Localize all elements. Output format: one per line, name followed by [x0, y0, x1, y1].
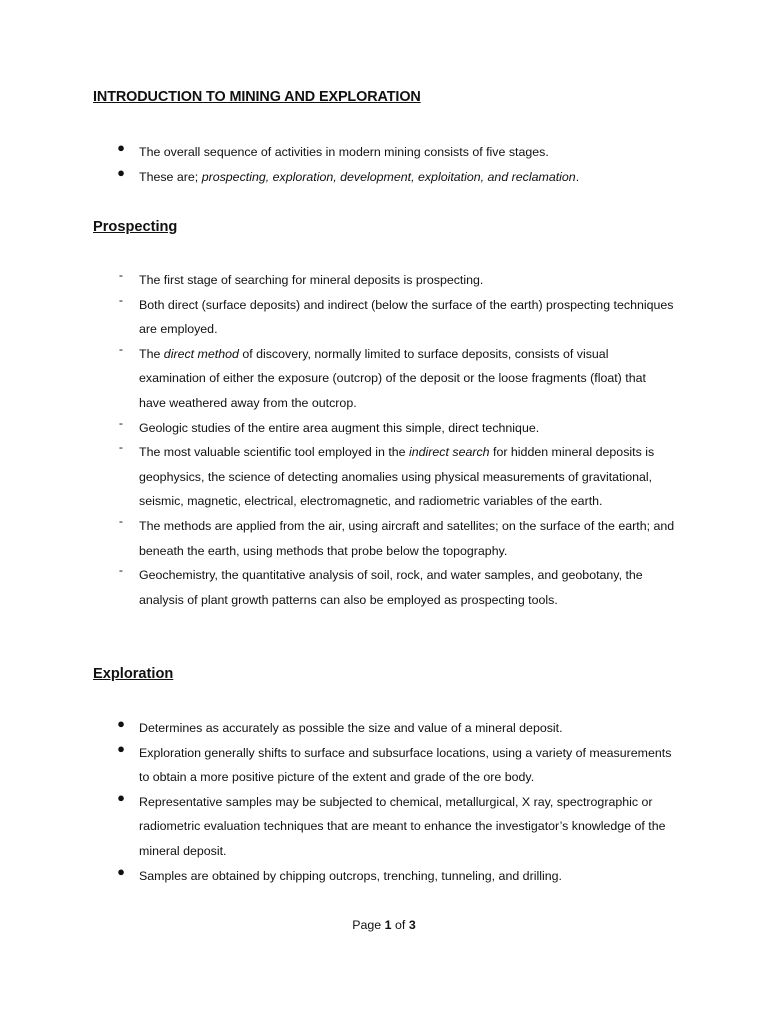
- bullet-icon: ●: [117, 863, 125, 879]
- bullet-icon: ●: [117, 740, 125, 756]
- dash-marker: -: [118, 292, 124, 307]
- list-item: [0, 864, 768, 889]
- dash-marker: -: [118, 268, 124, 282]
- bullet-icon: ●: [117, 716, 125, 731]
- bullet-icon: ●: [117, 789, 125, 805]
- list-item: [0, 741, 768, 790]
- list-item-text: Geologic studies of the entire area augment this simple, direct technique.: [139, 420, 540, 435]
- footer-current-page: 1: [384, 918, 392, 932]
- page-footer: [0, 918, 768, 932]
- intro-list: [0, 140, 768, 189]
- list-item-text: The direct method of discovery, normally limited to surface deposits, consists of visual examination of either the exposure (outcrop) of the deposit or the loose fragments (float) that have weathered away from the outcrop.: [139, 346, 646, 410]
- list-item-text: Exploration generally shifts to surface and subsurface locations, using a variety of measurements to obtain a more positive picture of the extent and grade of the ore body.: [139, 745, 672, 785]
- list-item-text: The methods are applied from the air, using aircraft and satellites; on the surface of the earth; and beneath the earth, using methods that probe below the topography.: [139, 518, 675, 558]
- footer-page-word: Page: [352, 918, 382, 932]
- list-item: [0, 268, 768, 293]
- list-item: [0, 416, 768, 441]
- document-title: INTRODUCTION TO MINING AND EXPLORATION: [93, 89, 421, 105]
- list-item-text: Samples are obtained by chipping outcrops, trenching, tunneling, and drilling.: [139, 868, 562, 883]
- list-item-text: These are; prospecting, exploration, development, exploitation, and reclamation.: [139, 169, 580, 184]
- footer-of-word: of: [395, 918, 406, 932]
- dash-marker: -: [118, 341, 124, 356]
- list-item-text: The first stage of searching for mineral deposits is prospecting.: [139, 273, 484, 287]
- list-item-text: Both direct (surface deposits) and indirect (below the surface of the earth) prospecting techniques are employed.: [139, 297, 674, 337]
- list-item: [0, 342, 768, 416]
- exploration-list: [0, 716, 768, 888]
- bullet-icon: ●: [117, 140, 125, 155]
- list-item-text: Determines as accurately as possible the size and value of a mineral deposit.: [139, 721, 563, 735]
- list-item: [0, 563, 768, 612]
- list-item-text: The most valuable scientific tool employed in the indirect search for hidden mineral deposits is geophysics, the science of detecting anomalies using physical measurements of gravitational, seismic, magnetic, electrical, electromagnetic, and radiometric variables of the earth.: [139, 445, 655, 509]
- section-heading-prospecting: Prospecting: [93, 219, 178, 235]
- bullet-icon: ●: [117, 164, 125, 180]
- dash-marker: -: [118, 513, 124, 528]
- list-item: [0, 165, 768, 190]
- dash-marker: -: [118, 415, 124, 430]
- list-item-text: Representative samples may be subjected to chemical, metallurgical, X ray, spectrographic or radiometric evaluation techniques that are meant to enhance the investigator’s knowledge of the mineral deposit.: [139, 794, 666, 858]
- footer-total-pages: 3: [408, 918, 416, 932]
- list-item: [0, 790, 768, 864]
- list-item-text: Geochemistry, the quantitative analysis of soil, rock, and water samples, and geobotany, the analysis of plant growth patterns can also be employed as prospecting tools.: [139, 568, 643, 607]
- section-heading-exploration: Exploration: [93, 666, 174, 682]
- list-item: [0, 716, 768, 741]
- list-item: [0, 293, 768, 342]
- dash-marker: -: [118, 563, 124, 578]
- list-item: [0, 514, 768, 563]
- dash-marker: -: [118, 440, 124, 455]
- list-item-text: The overall sequence of activities in modern mining consists of five stages.: [139, 145, 549, 159]
- prospecting-list: [0, 268, 768, 612]
- list-item: [0, 440, 768, 514]
- list-item: [0, 140, 768, 165]
